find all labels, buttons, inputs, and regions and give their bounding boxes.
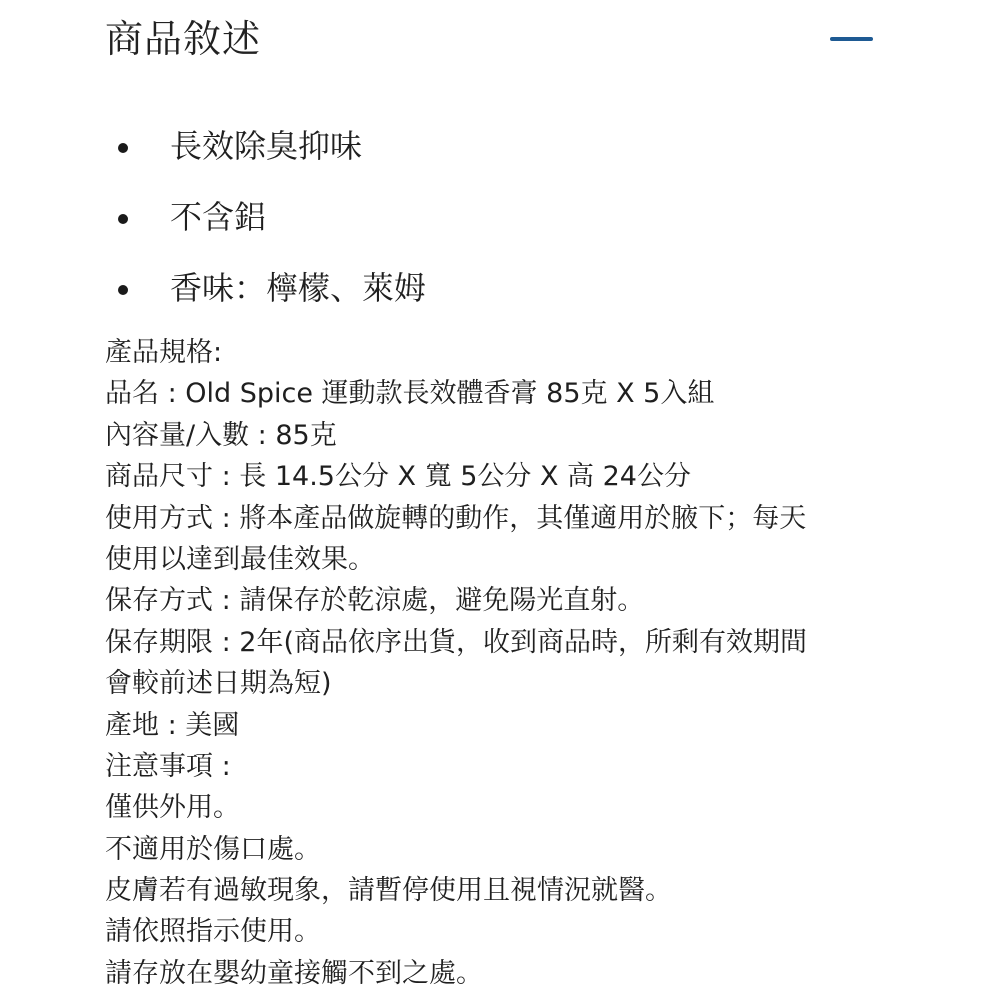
spec-line: 注意事項 :	[105, 750, 231, 782]
bullet-dot	[118, 285, 128, 295]
spec-line: 請依照指示使用。	[105, 916, 321, 948]
spec-line: 使用以達到最佳效果。	[105, 543, 375, 575]
spec-line: 請存放在嬰幼童接觸不到之處。	[105, 957, 483, 989]
feature-text: 長效除臭抑味	[170, 127, 363, 165]
spec-line: 產地 : 美國	[105, 709, 240, 741]
spec-line: 品名 : Old Spice 運動款長效體香膏 85克 X 5入組	[105, 378, 715, 410]
list-item	[0, 181, 1000, 252]
bullet-dot	[118, 143, 128, 153]
spec-line: 保存期限 : 2年(商品依序出貨，收到商品時，所剩有效期間	[105, 626, 807, 658]
section-title: 商品敘述	[105, 17, 262, 61]
feature-text: 香味：檸檬、萊姆	[170, 269, 427, 307]
spec-line: 皮膚若有過敏現象，請暫停使用且視情況就醫。	[105, 875, 672, 907]
spec-line: 僅供外用。	[105, 792, 240, 824]
spec-line: 產品規格:	[105, 337, 223, 368]
section-header	[0, 0, 1000, 80]
list-item	[0, 110, 1000, 181]
spec-line: 內容量/入數 : 85克	[105, 419, 337, 451]
product-specs	[105, 332, 905, 994]
minus-icon	[830, 37, 873, 41]
spec-line: 商品尺寸 : 長 14.5公分 X 寬 5公分 X 高 24公分	[105, 461, 691, 493]
bullet-dot	[118, 214, 128, 224]
spec-line: 保存方式 : 請保存於乾涼處，避免陽光直射。	[105, 585, 645, 617]
collapse-button[interactable]	[820, 22, 884, 58]
spec-line: 會較前述日期為短)	[105, 668, 332, 700]
feature-list	[0, 110, 1000, 323]
spec-line: 不適用於傷口處。	[105, 833, 321, 865]
feature-text: 不含鋁	[170, 198, 267, 236]
spec-line: 使用方式 : 將本產品做旋轉的動作，其僅適用於腋下；每天	[105, 502, 807, 534]
list-item	[0, 252, 1000, 323]
